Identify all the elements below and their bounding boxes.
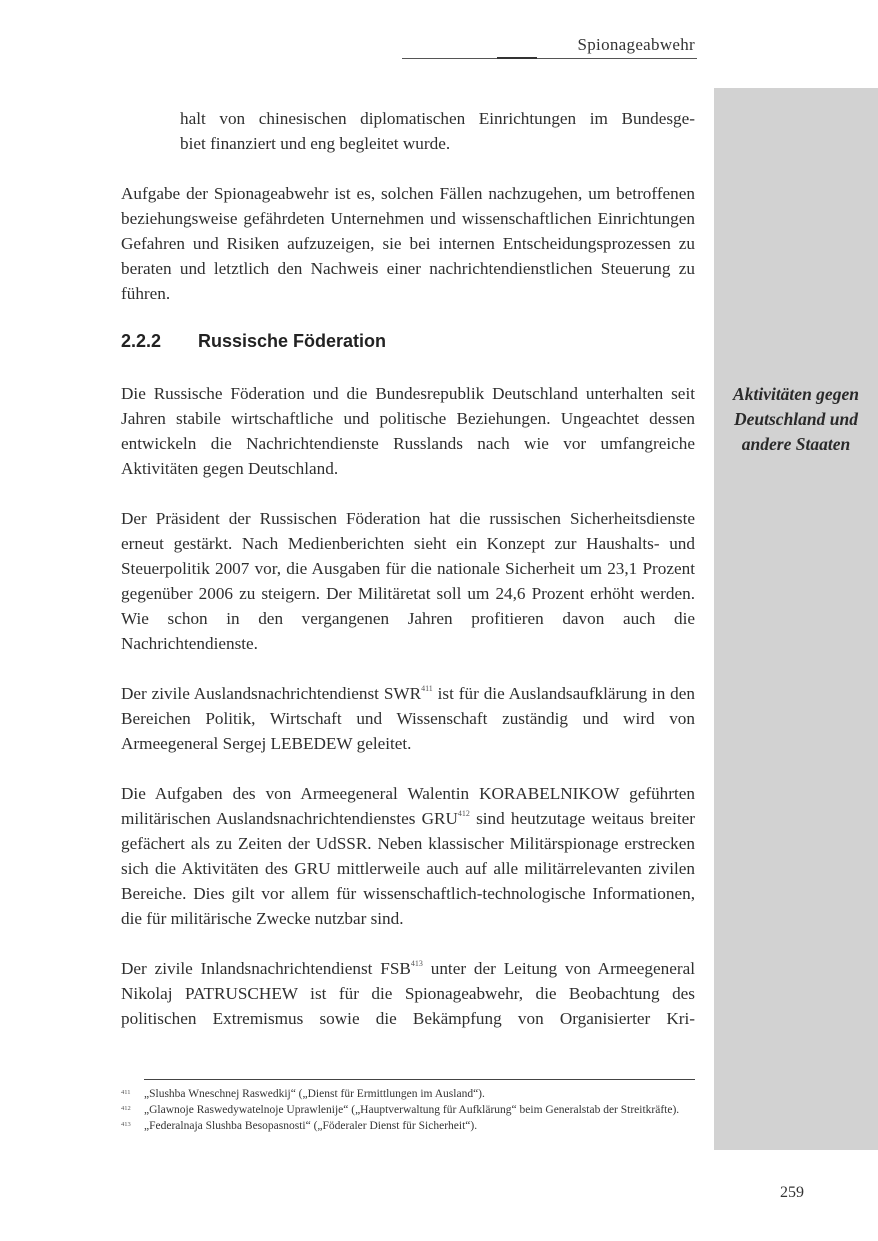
quote-line: halt von chinesischen diplomatischen Einrichtungen im Bundesge- <box>180 109 695 128</box>
running-header-title: Spionageabwehr <box>577 35 695 54</box>
paragraph-text <box>121 781 695 931</box>
margin-note-line: andere Staaten <box>741 434 851 454</box>
margin-note <box>714 382 878 457</box>
quote-line: biet finanziert und eng begleitet wurde. <box>180 134 451 153</box>
section-heading <box>121 331 386 352</box>
footnote-number: 412 <box>121 1105 131 1112</box>
footnote-text: „Glawnoje Raswedywatelnoje Uprawlenije“ („Hauptverwaltung für Aufklärung“ beim Generalstab der Streitkräfte). <box>144 1104 680 1116</box>
margin-note-line: Deutschland und <box>734 409 858 429</box>
footnote-number: 411 <box>121 1089 131 1096</box>
paragraph-text-part: unter der Leitung von Armeegeneral Nikolaj PATRUSCHEW ist für die Spionageabwehr, die Beobachtung des politischen Extremismus sowie die Bekämpfung von Organisierter Kri- <box>121 959 696 1028</box>
footnote-text: „Federalnaja Slushba Besopasnosti“ („Föderaler Dienst für Sicherheit“). <box>144 1120 478 1132</box>
paragraph-text-part: ist für die Auslandsaufklärung in den Bereichen Politik, Wirtschaft und Wissenschaft zuständig und wird von Armeegeneral Sergej LEBEDEW geleitet. <box>121 684 695 753</box>
paragraph <box>121 181 695 306</box>
paragraph <box>121 506 695 656</box>
paragraph <box>121 781 695 931</box>
footnote-reference[interactable]: 413 <box>410 959 423 968</box>
footnote-rule <box>144 1079 695 1080</box>
section-title: Russische Föderation <box>198 331 387 351</box>
header-rule-accent <box>497 57 537 59</box>
paragraph-text-part: Der zivile Inlandsnachrichtendienst FSB <box>121 959 411 978</box>
paragraph <box>121 956 695 1031</box>
paragraph <box>121 381 695 481</box>
footnote <box>121 1102 695 1118</box>
header-rule <box>402 58 697 59</box>
footnotes <box>121 1086 695 1134</box>
paragraph-text: Der Präsident der Russischen Föderation hat die russischen Sicherheitsdienste erneut gestärkt. Nach Medienberichten sieht ein Konzept zur Haushalts- und Steuerpolitik 2007 vor, die Ausgaben für die nationale Sicherheit um 23,1 Prozent gegenüber 2006 zu steigern. Der Militäretat soll um 24,6 Prozent erhöht werden. Wie schon in den vergangenen Jahren profitieren davon auch die Nachrichtendienste. <box>121 509 695 653</box>
margin-note-line: Aktivitäten gegen <box>733 384 859 404</box>
footnote-text: „Slushba Wneschnej Raswedkij“ („Dienst für Ermittlungen im Ausland“). <box>144 1088 485 1100</box>
quote-continuation <box>180 106 695 156</box>
footnote <box>121 1086 695 1102</box>
paragraph <box>121 681 695 756</box>
paragraph-text-part: Die Aufgaben des von Armeegeneral Walentin KORABELNIKOW geführten militärischen Auslandsnachrichtendienstes GRU <box>121 784 695 828</box>
page-number: 259 <box>780 1184 804 1201</box>
footnote-reference[interactable]: 412 <box>457 809 470 818</box>
footnote-reference[interactable]: 411 <box>421 684 433 693</box>
footnote-number: 413 <box>121 1121 131 1128</box>
section-number: 2.2.2 <box>121 331 162 351</box>
footnote <box>121 1118 695 1134</box>
paragraph-text <box>121 956 695 1031</box>
paragraph-text-part: Der zivile Auslandsnachrichtendienst SWR <box>121 684 422 703</box>
paragraph-text: Aufgabe der Spionageabwehr ist es, solchen Fällen nachzugehen, um betroffenen beziehungsweise gefährdeten Unternehmen und wissenschaftlichen Einrichtungen Gefahren und Risiken aufzuzeigen, sie bei internen Entscheidungsprozessen zu beraten und letztlich den Nachweis einer nachrichtendienstlichen Steuerung zu führen. <box>121 184 695 303</box>
paragraph-text: Die Russische Föderation und die Bundesrepublik Deutschland unterhalten seit Jahren stabile wirtschaftliche und politische Beziehungen. Ungeachtet dessen entwickeln die Nachrichtendienste Russlands nach wie vor umfangreiche Aktivitäten gegen Deutschland. <box>121 384 695 478</box>
margin-sidebar <box>714 88 878 1150</box>
paragraph-text-part: sind heutzutage weitaus breiter gefächert als zu Zeiten der UdSSR. Neben klassischer Militärspionage erstrecken sich die Aktivitäten des GRU mittlerweile auch auf alle militärrelevanten zivilen Bereiche. Dies gilt vor allem für wissenschaftlich-technologische Informationen, die für militärische Zwecke nutzbar sind. <box>121 809 695 928</box>
paragraph-text <box>121 681 695 756</box>
